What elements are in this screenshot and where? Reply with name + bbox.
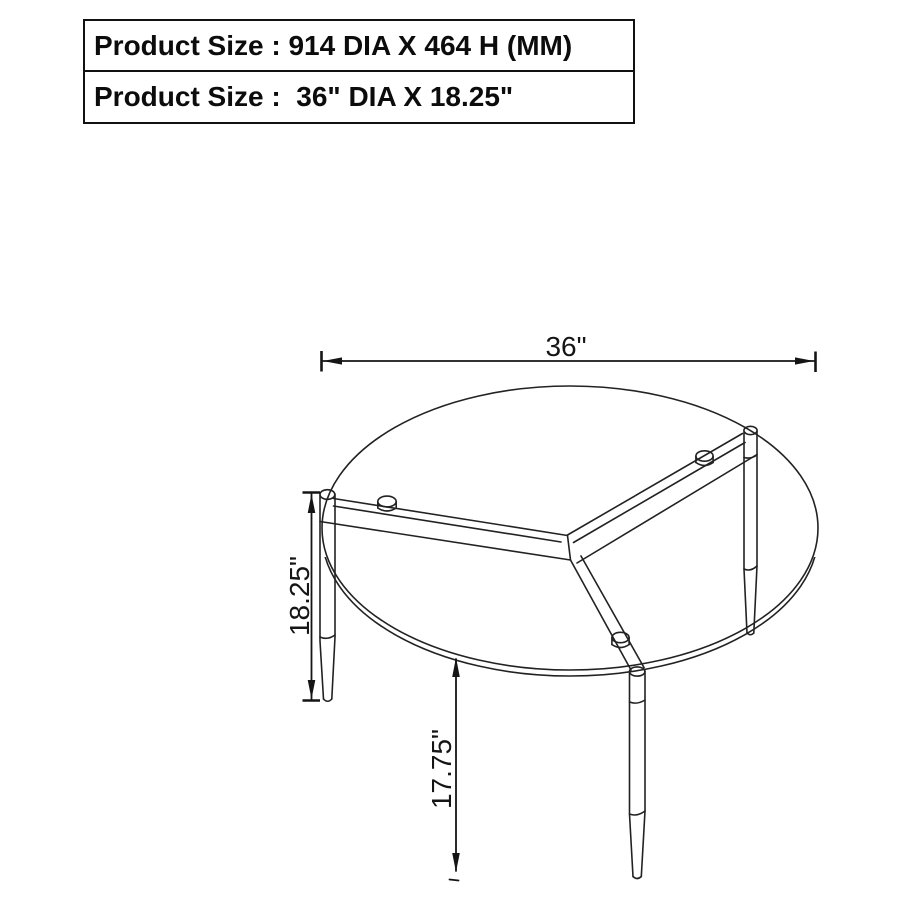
brace-front-left-edge [571, 560, 632, 670]
leg-right-joint-lower [744, 566, 757, 570]
support-disc-left [378, 496, 396, 511]
product-size-inches-label: Product Size : 36" DIA X 18.25" [94, 81, 514, 112]
brace-right-bottom-edge [577, 455, 757, 564]
dim-leg-height-tick-bottom [450, 880, 459, 881]
dim-diameter-label: 36" [545, 331, 587, 362]
dim-diameter-arrow-right [795, 357, 814, 364]
dim-table-height-arrow-top [308, 494, 316, 513]
dim-table-height-arrow-bottom [308, 680, 316, 699]
leg-left-joint [320, 635, 335, 638]
leg-front-foot [633, 877, 641, 879]
brace-left-top-edge [334, 499, 568, 536]
dim-table-height [284, 493, 320, 701]
leg-right-foot [747, 633, 754, 635]
leg-right-joint-upper [744, 455, 757, 458]
leg-front [630, 667, 646, 879]
frame-y-brace [320, 434, 757, 671]
brace-left-mid-edge [334, 506, 562, 542]
leg-front-joint-upper [630, 700, 646, 703]
dim-diameter-arrow-left [323, 357, 342, 364]
brace-junction-edge [568, 536, 571, 561]
leg-left-foot [324, 699, 332, 701]
dim-leg-height-label: 17.75" [426, 728, 457, 810]
disc-bottom [612, 645, 629, 648]
dim-table-height-label: 18.25" [284, 555, 315, 637]
leg-right [744, 426, 757, 634]
dim-leg-height [426, 658, 460, 881]
brace-front-right-edge [581, 556, 644, 668]
dim-diameter [322, 331, 816, 372]
disc-top [378, 496, 396, 507]
leg-front-joint-lower [630, 811, 646, 815]
brace-left-bottom-edge [320, 522, 571, 561]
dim-leg-height-arrow-bottom [452, 853, 460, 872]
brace-right-mid-edge [574, 443, 746, 543]
product-size-mm-label: Product Size : 914 DIA X 464 H (MM) [94, 29, 573, 61]
brace-right-top-edge [568, 434, 743, 536]
